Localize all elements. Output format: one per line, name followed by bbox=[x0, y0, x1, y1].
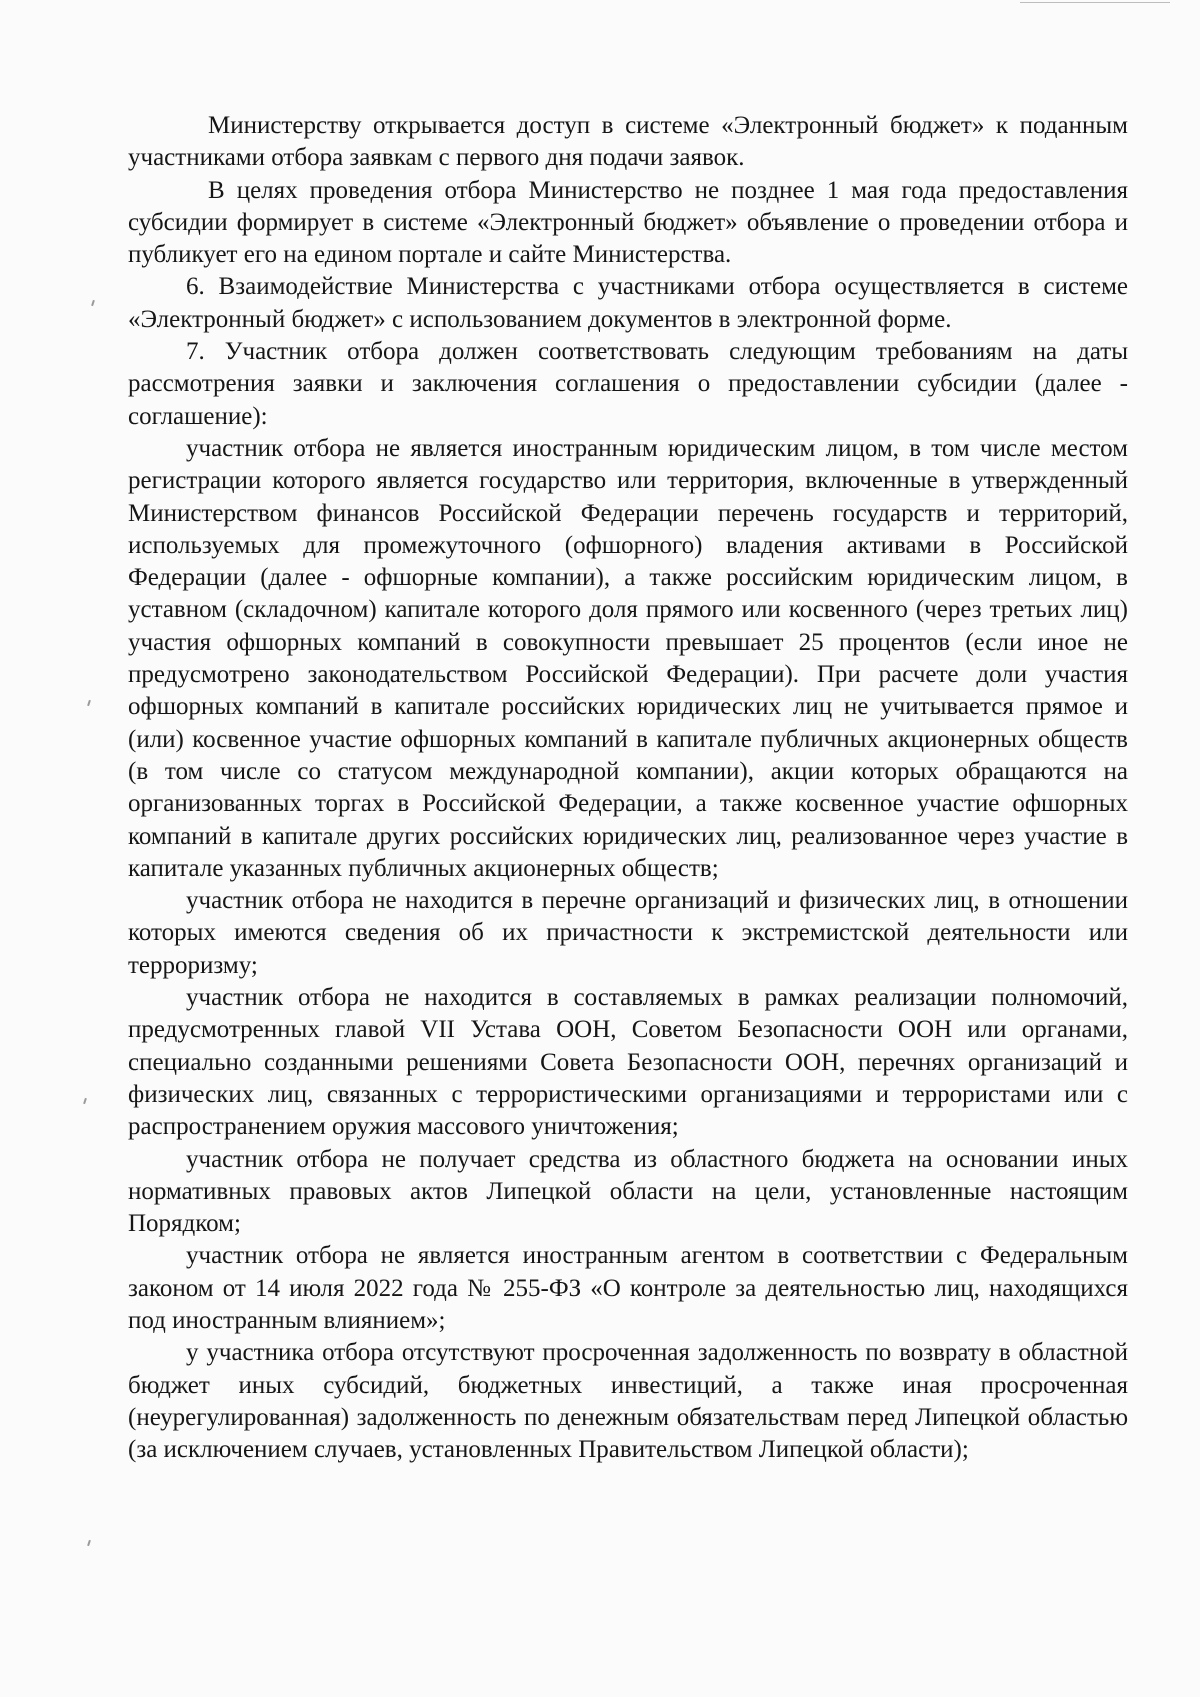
scan-speck bbox=[87, 1540, 91, 1546]
paragraph-offshore-requirement: участник отбора не является иностранным юридическим лицом, в том числе местом регистрации которого является государство или территория, включенные в утвержденный Министерством финансов Российской Федерации перечень государств и территорий, используемых для промежуточного (офшорного) владения активами в Российской Федерации (далее - офшорные компании), а также российским юридическим лицом, в уставном (складочном) капитале которого доля прямого или косвенного (через третьих лиц) участия офшорных компаний в совокупности превышает 25 процентов (если иное не предусмотрено законодательством Российской Федерации). При расчете доли участия офшорных компаний в капитале российских юридических лиц не учитывается прямое и (или) косвенное участие офшорных компаний в капитале публичных акционерных обществ (в том числе со статусом международной компании), акции которых обращаются на организованных торгах в Российской Федерации, а также косвенное участие офшорных компаний в капитале других российских юридических лиц, реализованное через участие в капитале указанных публичных акционерных обществ; bbox=[128, 434, 1128, 882]
document-body bbox=[128, 110, 1128, 1466]
paragraph-budget-funds-requirement: участник отбора не получает средства из областного бюджета на основании иных нормативных правовых актов Липецкой области на цели, установленные настоящим Порядком; bbox=[128, 1145, 1128, 1238]
scan-speck bbox=[83, 1098, 87, 1104]
paragraph-un-list-requirement: участник отбора не находится в составляемых в рамках реализации полномочий, предусмотренных главой VII Устава ООН, Советом Безопасности ООН или органами, специально созданными решениями Совета Безопасности ООН, перечнях организаций и физических лиц, связанных с террористическими организациями и террористами или с распространением оружия массового уничтожения; bbox=[128, 984, 1128, 1141]
paragraph-extremism-requirement: участник отбора не находится в перечне организаций и физических лиц, в отношении которых имеются сведения об их причастности к экстремистской деятельности или терроризму; bbox=[128, 887, 1128, 979]
paragraph-foreign-agent-requirement: участник отбора не является иностранным агентом в соответствии с Федеральным законом от 14 июля 2022 года № 255-ФЗ «О контроле за деятельностью лиц, находящихся под иностранным влиянием»; bbox=[128, 1242, 1128, 1334]
paragraph-debt-requirement: у участника отбора отсутствуют просроченная задолженность по возврату в областной бюджет иных субсидий, бюджетных инвестиций, а также иная просроченная (неурегулированная) задолженность по денежным обязательствам перед Липецкой областью (за исключением случаев, установленных Правительством Липецкой области); bbox=[128, 1339, 1128, 1464]
paragraph-item-7: 7. Участник отбора должен соответствовать следующим требованиям на даты рассмотрения заявки и заключения соглашения о предоставлении субсидии (далее - соглашение): bbox=[128, 338, 1128, 430]
scan-speck bbox=[91, 300, 95, 306]
scan-edge-line bbox=[1020, 2, 1170, 3]
paragraph-announcement: В целях проведения отбора Министерство не позднее 1 мая года предоставления субсидии формирует в системе «Электронный бюджет» объявление о проведении отбора и публикует его на едином портале и сайте Министерства. bbox=[128, 176, 1128, 269]
paragraph-item-6: 6. Взаимодействие Министерства с участниками отбора осуществляется в системе «Электронный бюджет» с использованием документов в электронной форме. bbox=[128, 273, 1128, 333]
scan-speck bbox=[87, 700, 91, 706]
paragraph-access: Министерству открывается доступ в системе «Электронный бюджет» к поданным участниками отбора заявкам с первого дня подачи заявок. bbox=[128, 112, 1128, 172]
